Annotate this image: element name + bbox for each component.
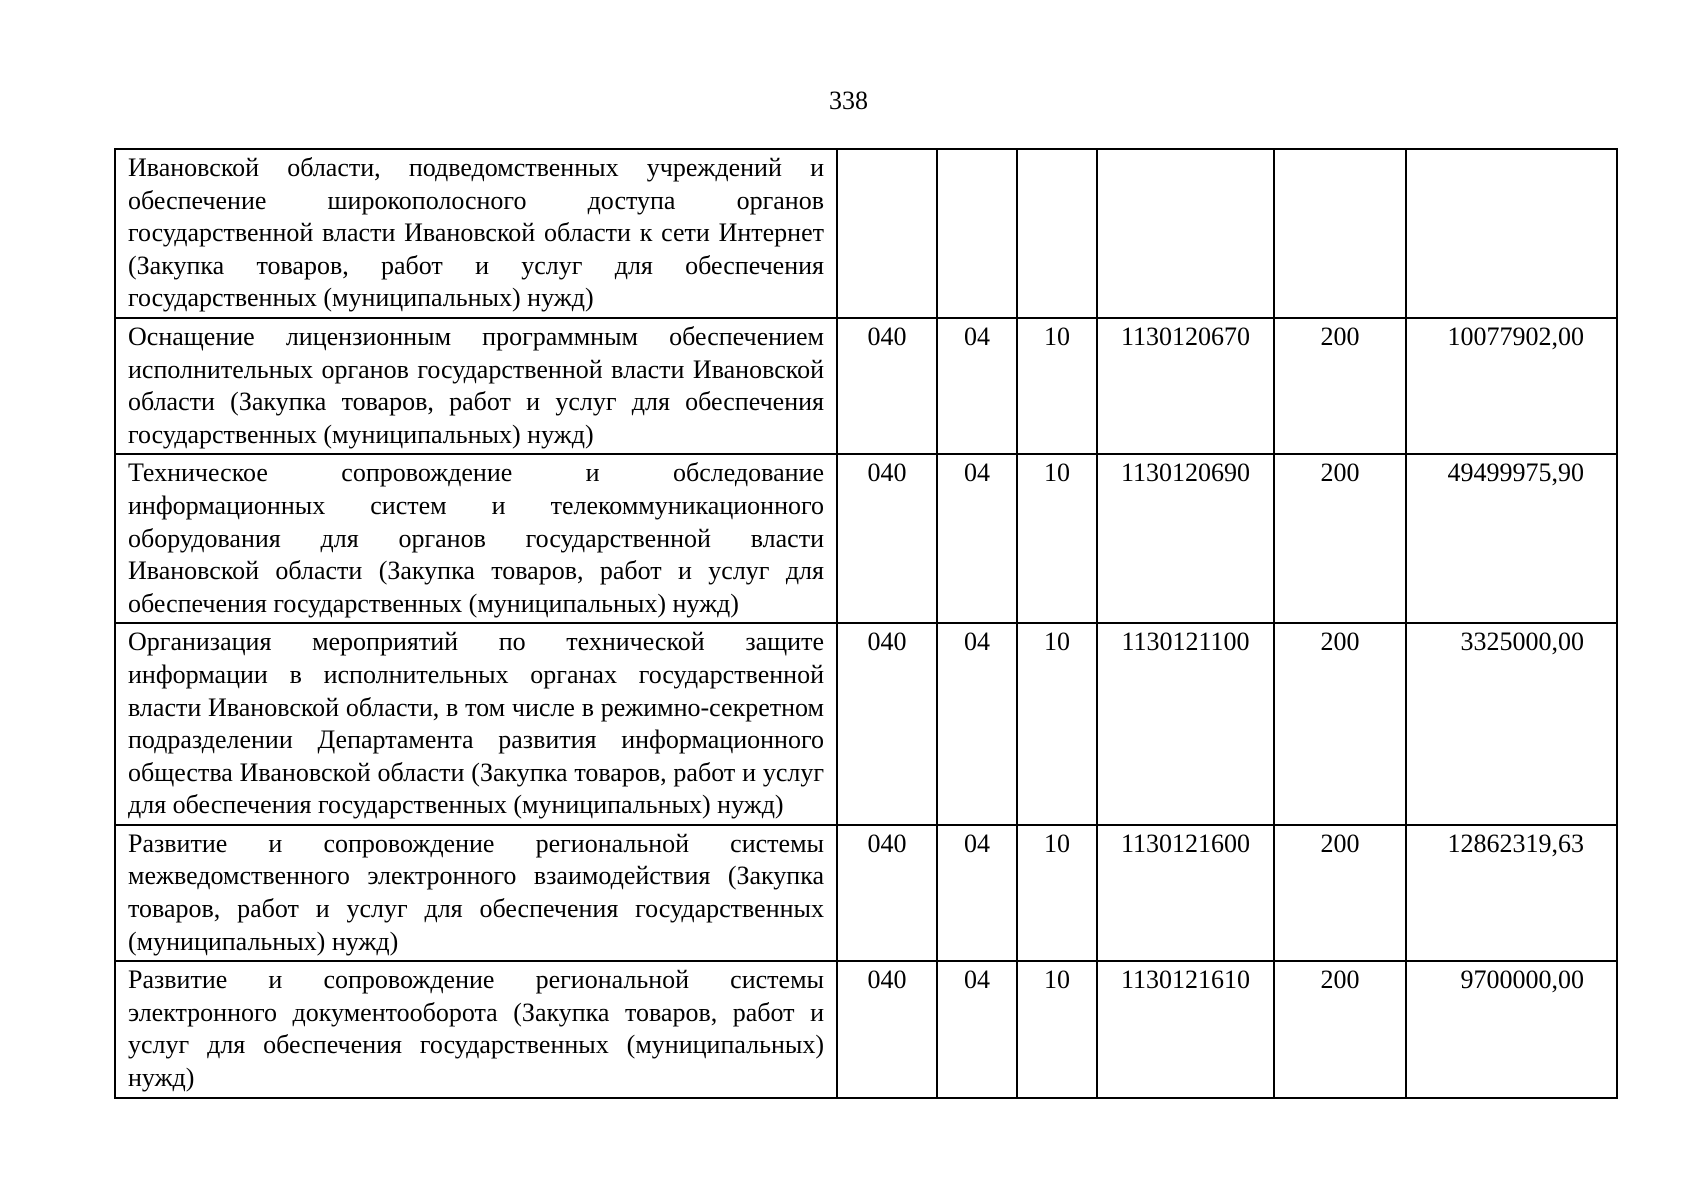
- row-description: Организация мероприятий по технической защите информации в исполнительных органах государственной власти Ивановской области, в том числе в режимно-секретном подразделении Департамента развития информационного общества Ивановской области (Закупка товаров, работ и услуг для обеспечения государственных (муниципальных) нужд): [115, 623, 837, 825]
- expense-type-code: 200: [1274, 318, 1406, 454]
- section-code: [937, 149, 1017, 318]
- grbs-code: [837, 149, 937, 318]
- table-row: [115, 149, 1617, 318]
- amount: 3325000,00: [1406, 623, 1617, 825]
- section-code: 04: [937, 318, 1017, 454]
- subsection-code: 10: [1017, 623, 1097, 825]
- section-code: 04: [937, 825, 1017, 961]
- table-row: [115, 961, 1617, 1097]
- section-code: 04: [937, 961, 1017, 1097]
- table-row: [115, 825, 1617, 961]
- target-article-code: 1130120690: [1097, 454, 1274, 623]
- page-number: 338: [829, 86, 868, 115]
- amount: [1406, 149, 1617, 318]
- row-description: Ивановской области, подведомственных учреждений и обеспечение широкополосного доступа органов государственной власти Ивановской области к сети Интернет (Закупка товаров, работ и услуг для обеспечения государственных (муниципальных) нужд): [115, 149, 837, 318]
- target-article-code: 1130121610: [1097, 961, 1274, 1097]
- subsection-code: 10: [1017, 825, 1097, 961]
- section-code: 04: [937, 454, 1017, 623]
- subsection-code: 10: [1017, 961, 1097, 1097]
- target-article-code: 1130121100: [1097, 623, 1274, 825]
- expense-type-code: 200: [1274, 825, 1406, 961]
- target-article-code: 1130121600: [1097, 825, 1274, 961]
- target-article-code: 1130120670: [1097, 318, 1274, 454]
- grbs-code: 040: [837, 318, 937, 454]
- row-description: Техническое сопровождение и обследование информационных систем и телекоммуникационного оборудования для органов государственной власти Ивановской области (Закупка товаров, работ и услуг для обеспечения государственных (муниципальных) нужд): [115, 454, 837, 623]
- amount: 9700000,00: [1406, 961, 1617, 1097]
- amount: 12862319,63: [1406, 825, 1617, 961]
- table-row: [115, 318, 1617, 454]
- row-description: Развитие и сопровождение региональной системы межведомственного электронного взаимодействия (Закупка товаров, работ и услуг для обеспечения государственных (муниципальных) нужд): [115, 825, 837, 961]
- table-row: [115, 454, 1617, 623]
- section-code: 04: [937, 623, 1017, 825]
- row-description: Оснащение лицензионным программным обеспечением исполнительных органов государственной власти Ивановской области (Закупка товаров, работ и услуг для обеспечения государственных (муниципальных) нужд): [115, 318, 837, 454]
- target-article-code: [1097, 149, 1274, 318]
- subsection-code: 10: [1017, 318, 1097, 454]
- table-row: [115, 623, 1617, 825]
- budget-table: [114, 148, 1618, 1099]
- expense-type-code: 200: [1274, 961, 1406, 1097]
- amount: 10077902,00: [1406, 318, 1617, 454]
- grbs-code: 040: [837, 825, 937, 961]
- expense-type-code: 200: [1274, 454, 1406, 623]
- subsection-code: 10: [1017, 454, 1097, 623]
- grbs-code: 040: [837, 961, 937, 1097]
- row-description: Развитие и сопровождение региональной системы электронного документооборота (Закупка товаров, работ и услуг для обеспечения государственных (муниципальных) нужд): [115, 961, 837, 1097]
- grbs-code: 040: [837, 454, 937, 623]
- subsection-code: [1017, 149, 1097, 318]
- expense-type-code: 200: [1274, 623, 1406, 825]
- grbs-code: 040: [837, 623, 937, 825]
- expense-type-code: [1274, 149, 1406, 318]
- amount: 49499975,90: [1406, 454, 1617, 623]
